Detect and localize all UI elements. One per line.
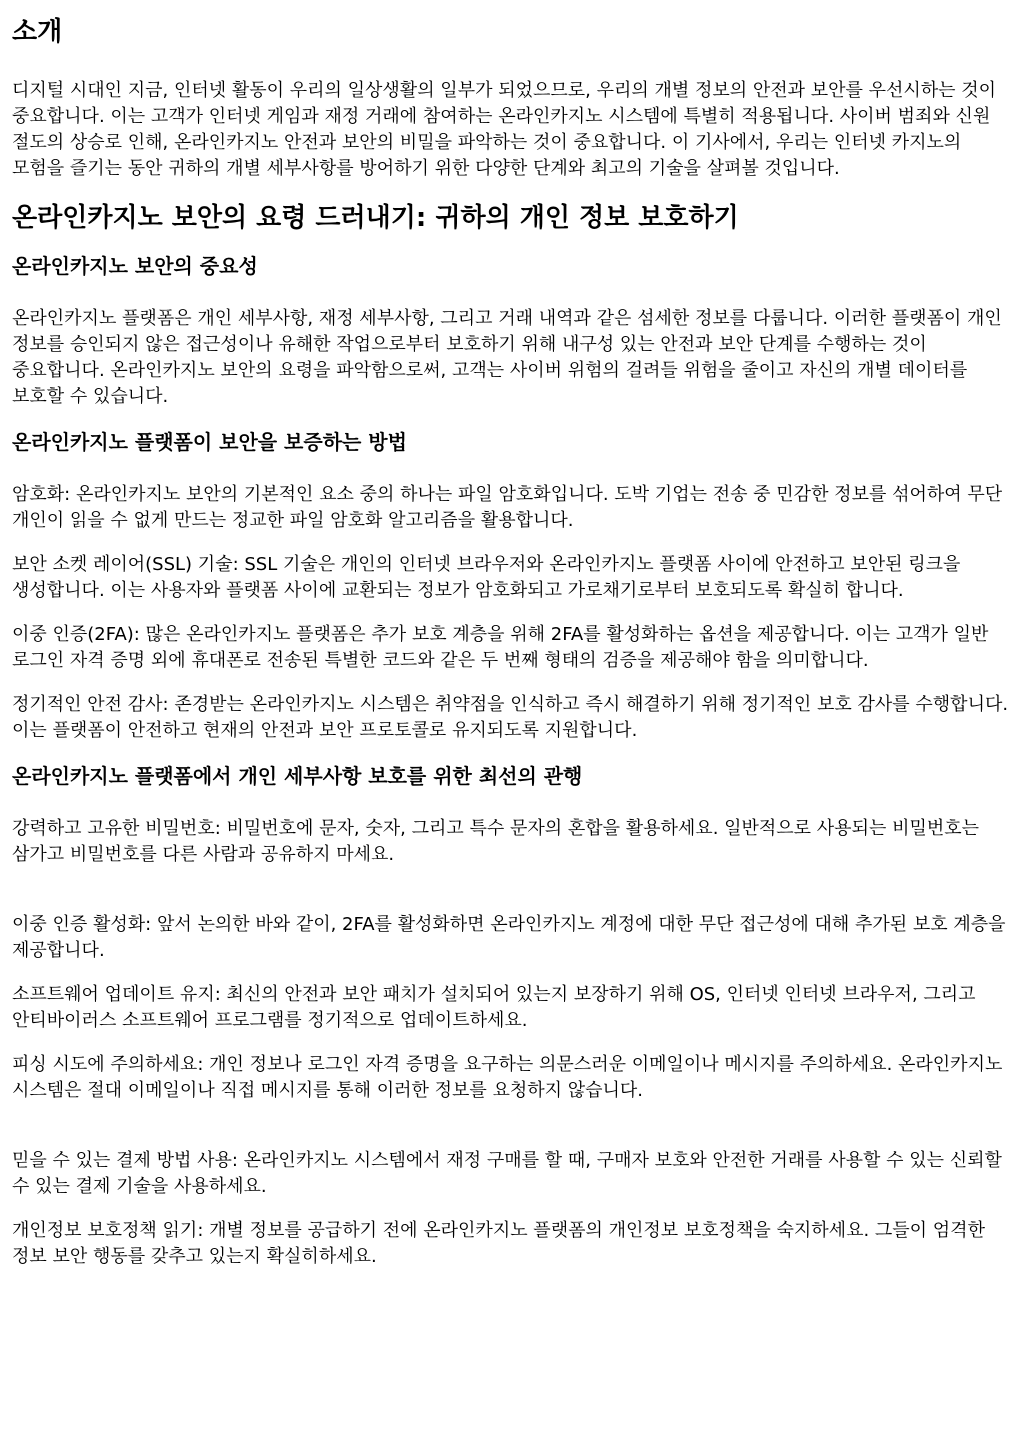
ssl-paragraph: 보안 소켓 레이어(SSL) 기술: SSL 기술은 개인의 인터넷 브라우저와 온라인카지노 플랫폼 사이에 안전하고 보안된 링크을 생성합니다. 이는 사용자와 플랫폼 사이에 교환되는 정보가 암호화되고 가로채기로부터 보호되도록 확실히 합니다.	[12, 554, 961, 601]
privacy-policy-paragraph: 개인정보 보호정책 읽기: 개별 정보를 공급하기 전에 온라인카지노 플랫폼의 개인정보 보호정책을 숙지하세요. 그들이 엄격한 정보 보안 행동를 갖추고 있는지 확실히하세요.	[12, 1220, 985, 1267]
section-importance-paragraph: 온라인카지노 플랫폼은 개인 세부사항, 재정 세부사항, 그리고 거래 내역과 같은 섬세한 정보를 다룹니다. 이러한 플랫폼이 개인 정보를 승인되지 않은 접근성이나 유해한 작업으로부터 보호하기 위해 내구성 있는 안전과 보안 단계를 수행하는 것이 중요합니다. 온라인카지노 보안의 요령을 파악함으로써, 고객는 사이버 위험의 걸려들 위험을 줄이고 자신의 개별 데이터를 보호할 수 있습니다.	[12, 308, 1002, 407]
section-importance-heading: 온라인카지노 보안의 중요성	[12, 254, 258, 278]
section-platform-security-heading: 온라인카지노 플랫폼이 보안을 보증하는 방법	[12, 430, 407, 454]
intro-paragraph: 디지털 시대인 지금, 인터넷 활동이 우리의 일상생활의 일부가 되었으므로, 우리의 개별 정보의 안전과 보안를 우선시하는 것이 중요합니다. 이는 고객가 인터넷 게임과 재정 거래에 참여하는 온라인카지노 시스템에 특별히 적용됩니다. 사이버 범죄와 신원 절도의 상승로 인해, 온라인카지노 안전과 보안의 비밀을 파악하는 것이 중요합니다. 이 기사에서, 우리는 인터넷 카지노의 모험을 즐기는 동안 귀하의 개별 세부사항를 방어하기 위한 다양한 단계와 최고의 기술을 살펴볼 것입니다.	[12, 80, 997, 179]
main-heading: 온라인카지노 보안의 요령 드러내기: 귀하의 개인 정보 보호하기	[12, 203, 739, 233]
phishing-paragraph: 피싱 시도에 주의하세요: 개인 정보나 로그인 자격 증명을 요구하는 의문스러운 이메일이나 메시지를 주의하세요. 온라인카지노 시스템은 절대 이메일이나 직접 메시지를 통해 이러한 정보를 요청하지 않습니다.	[12, 1054, 1003, 1101]
two-factor-paragraph: 이중 인증(2FA): 많은 온라인카지노 플랫폼은 추가 보호 계층을 위해 2FA를 활성화하는 옵션을 제공합니다. 이는 고객가 일반 로그인 자격 증명 외에 휴대폰로 전송된 특별한 코드와 같은 두 번째 형태의 검증을 제공해야 함을 의미합니다.	[12, 624, 989, 671]
enable-2fa-paragraph: 이중 인증 활성화: 앞서 논의한 바와 같이, 2FA를 활성화하면 온라인카지노 계정에 대한 무단 접근성에 대해 추가된 보호 계층을 제공합니다.	[12, 914, 1006, 961]
security-audit-paragraph: 정기적인 안전 감사: 존경받는 온라인카지노 시스템은 취약점을 인식하고 즉시 해결하기 위해 정기적인 보호 감사를 수행합니다. 이는 플랫폼이 안전하고 현재의 안전과 보안 프로토콜로 유지되도록 지원합니다.	[12, 694, 1009, 741]
software-update-paragraph: 소프트웨어 업데이트 유지: 최신의 안전과 보안 패치가 설치되어 있는지 보장하기 위해 OS, 인터넷 인터넷 브라우저, 그리고 안티바이러스 소프트웨어 프로그램를 정기적으로 업데이트하세요.	[12, 984, 976, 1031]
strong-password-paragraph: 강력하고 고유한 비밀번호: 비밀번호에 문자, 숫자, 그리고 특수 문자의 혼합을 활용하세요. 일반적으로 사용되는 비밀번호는 삼가고 비밀번호를 다른 사람과 공유하지 마세요.	[12, 818, 980, 865]
section-best-practices-heading: 온라인카지노 플랫폼에서 개인 세부사항 보호를 위한 최선의 관행	[12, 764, 583, 788]
intro-heading: 소개	[12, 17, 63, 47]
payment-method-paragraph: 믿을 수 있는 결제 방법 사용: 온라인카지노 시스템에서 재정 구매를 할 때, 구매자 보호와 안전한 거래를 사용할 수 있는 신뢰할 수 있는 결제 기술을 사용하세요.	[12, 1150, 1002, 1197]
encryption-paragraph: 암호화: 온라인카지노 보안의 기본적인 요소 중의 하나는 파일 암호화입니다. 도박 기업는 전송 중 민감한 정보를 섞어하여 무단 개인이 읽을 수 없게 만드는 정교한 파일 암호화 알고리즘을 활용합니다.	[12, 484, 1003, 531]
